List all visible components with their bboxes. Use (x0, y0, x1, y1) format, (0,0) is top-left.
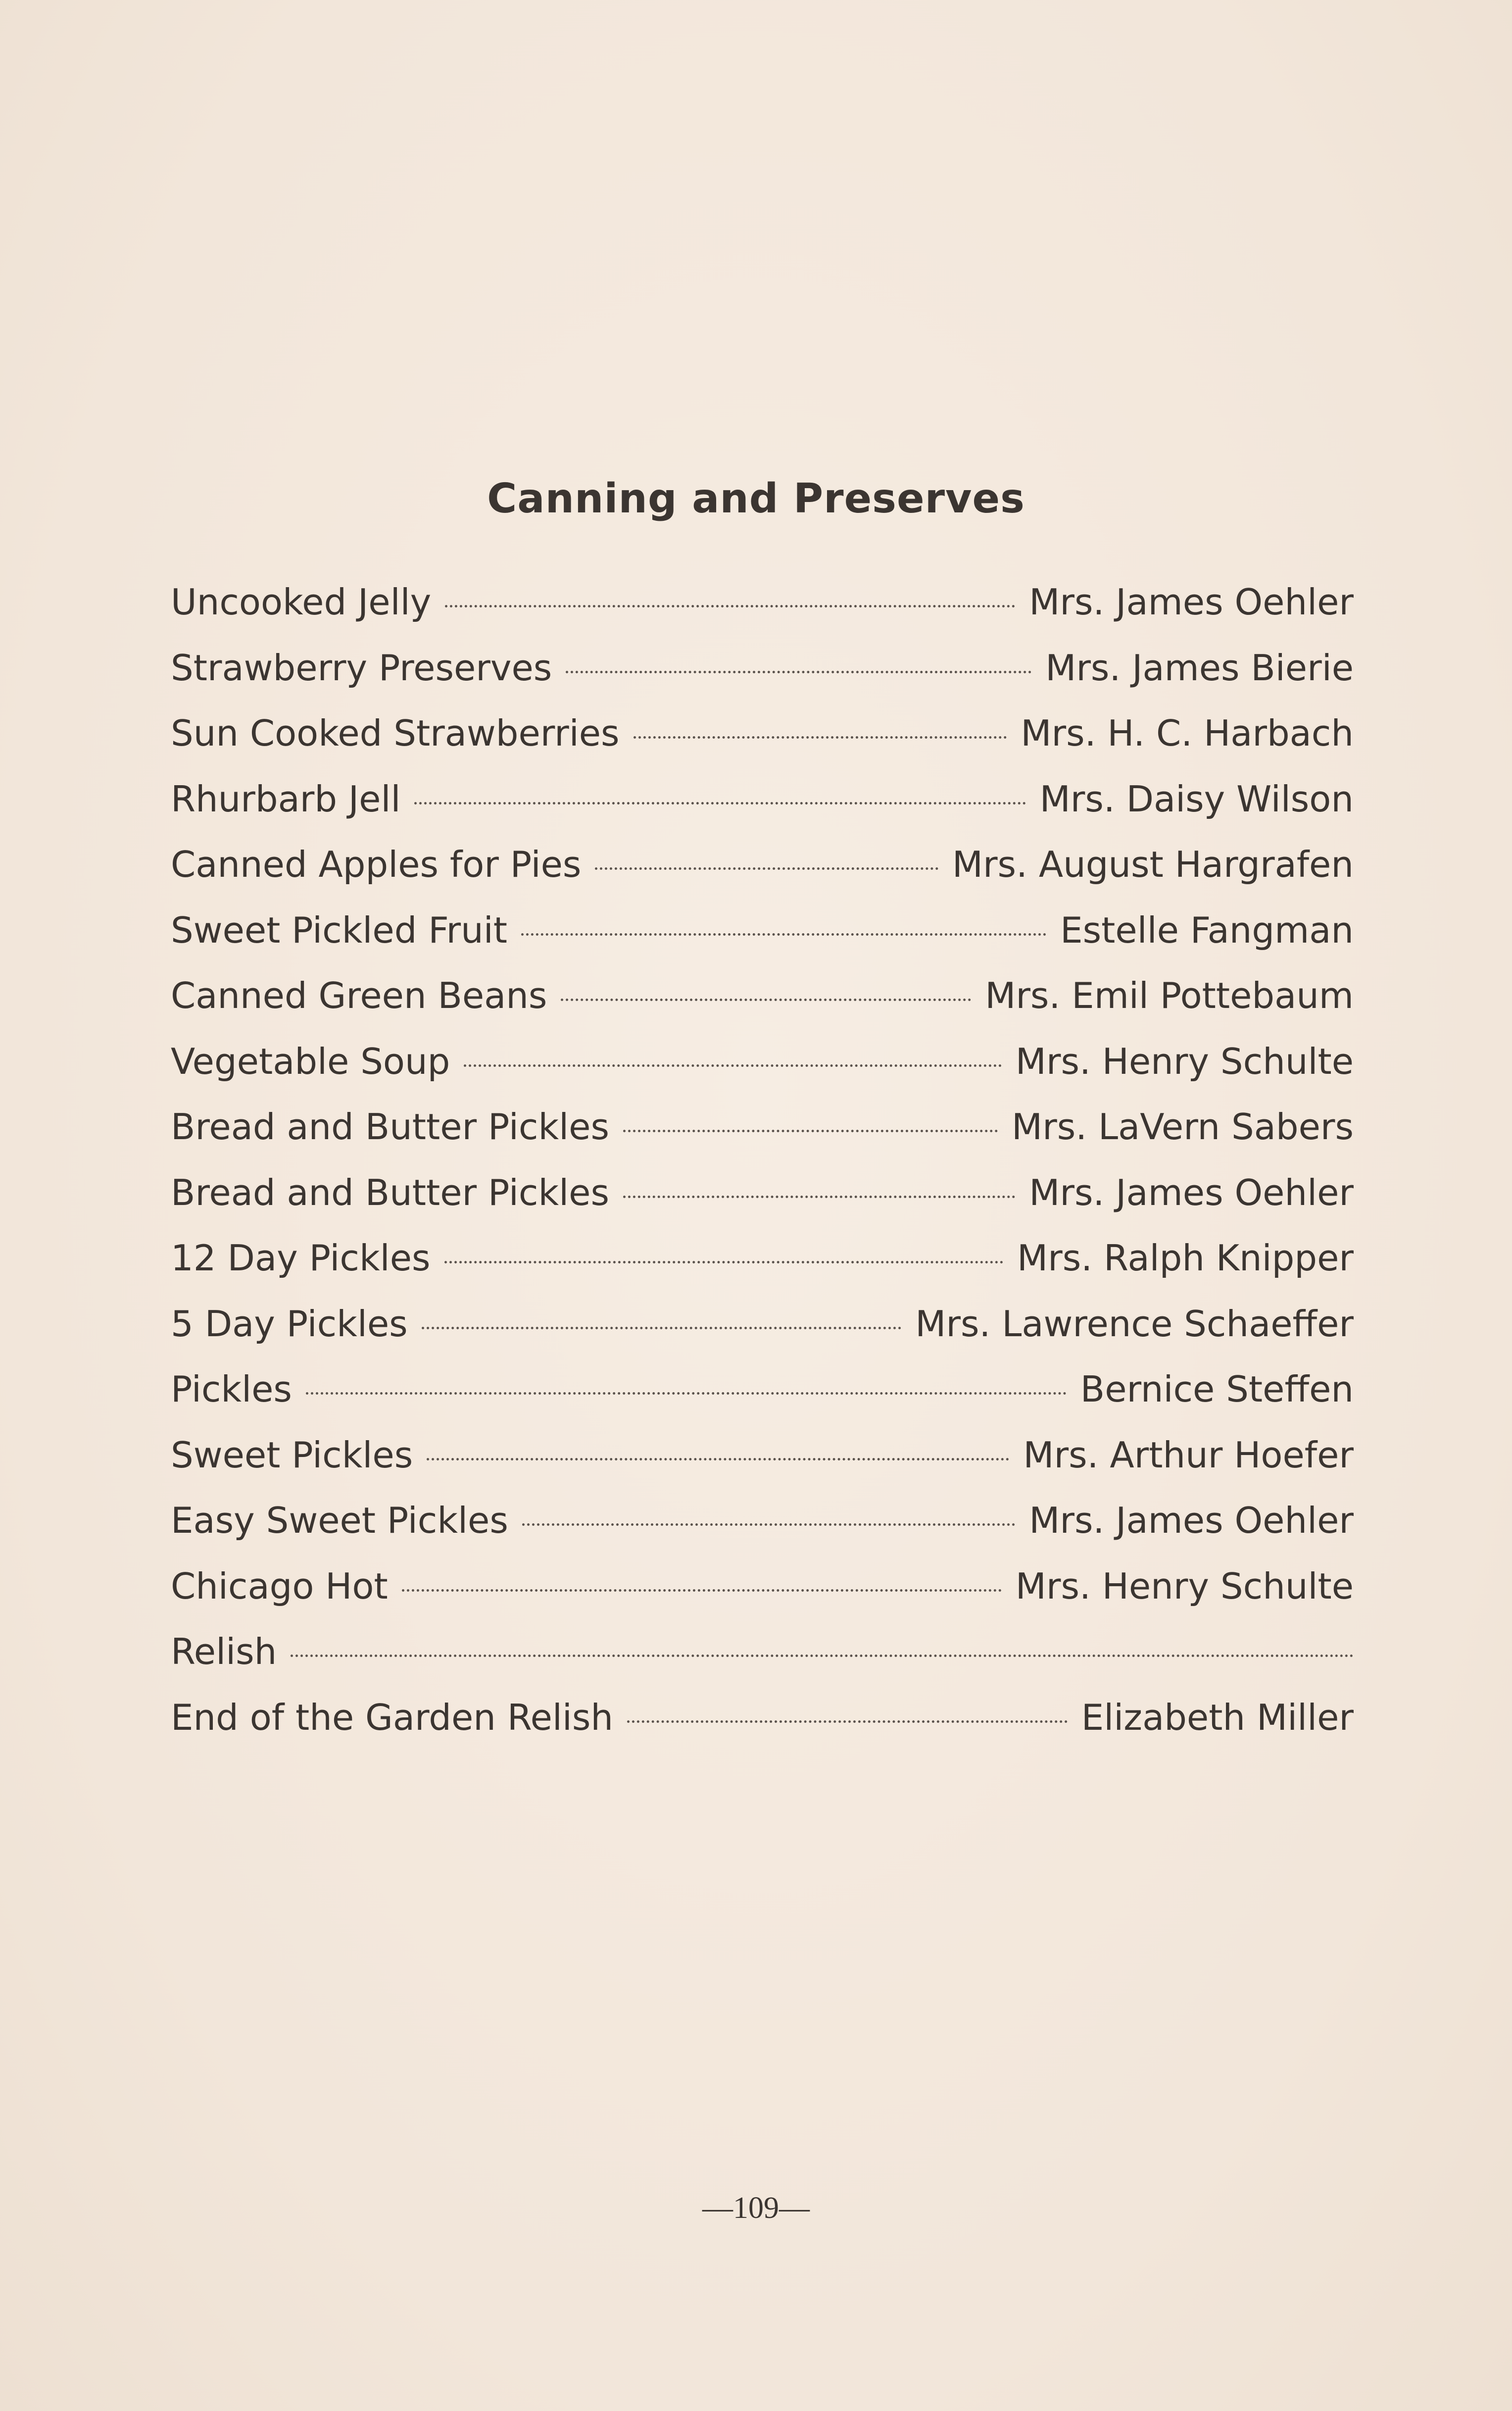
contributor-name: Mrs. Henry Schulte (1015, 1565, 1354, 1607)
index-entry (171, 898, 1354, 963)
recipe-name: Sweet Pickled Fruit (171, 909, 507, 951)
dot-leader (623, 1130, 998, 1132)
contributor-name: Mrs. Lawrence Schaeffer (915, 1303, 1354, 1345)
index-entry (171, 1291, 1354, 1357)
contributor-name: Bernice Steffen (1080, 1368, 1354, 1410)
index-entry (171, 963, 1354, 1029)
contributor-name: Mrs. LaVern Sabers (1012, 1106, 1354, 1148)
dot-leader (306, 1392, 1067, 1395)
page-title: Canning and Preserves (487, 475, 1025, 522)
contributor-name: Mrs. James Oehler (1029, 581, 1354, 623)
dot-leader (444, 1261, 1004, 1263)
dot-leader (464, 1064, 1001, 1067)
contributor-name: Mrs. James Bierie (1045, 647, 1354, 689)
recipe-name: Pickles (171, 1368, 292, 1410)
index-entry (171, 1094, 1354, 1160)
index-entry (171, 1685, 1354, 1751)
recipe-name: Vegetable Soup (171, 1040, 450, 1082)
recipe-name: Canned Apples for Pies (171, 844, 582, 885)
dot-leader (627, 1720, 1068, 1723)
contributor-name: Mrs. Daisy Wilson (1039, 778, 1354, 820)
recipe-name: Uncooked Jelly (171, 581, 432, 623)
recipe-name: Bread and Butter Pickles (171, 1106, 609, 1148)
recipe-name: Rhurbarb Jell (171, 778, 401, 820)
contributor-name: Mrs. Emil Pottebaum (985, 975, 1354, 1016)
recipe-index (171, 569, 1354, 1750)
recipe-name: Chicago Hot (171, 1565, 388, 1607)
index-entry (171, 1356, 1354, 1422)
index-entry (171, 635, 1354, 701)
dot-leader (291, 1655, 1354, 1657)
index-entry (171, 1160, 1354, 1226)
dot-leader (521, 933, 1046, 936)
dot-leader (561, 999, 971, 1001)
recipe-name: Bread and Butter Pickles (171, 1171, 609, 1213)
dot-leader (522, 1523, 1015, 1526)
index-entry (171, 1488, 1354, 1554)
index-entry (171, 1422, 1354, 1488)
recipe-name: Easy Sweet Pickles (171, 1500, 508, 1541)
contributor-name: Elizabeth Miller (1081, 1696, 1354, 1738)
index-entry (171, 1225, 1354, 1291)
contributor-name: Mrs. Ralph Knipper (1017, 1237, 1354, 1279)
recipe-name: 5 Day Pickles (171, 1303, 408, 1345)
recipe-name: Canned Green Beans (171, 975, 547, 1016)
contributor-name: Mrs. August Hargrafen (952, 844, 1354, 885)
index-entry (171, 569, 1354, 635)
dot-leader (414, 802, 1025, 804)
recipe-name: Sweet Pickles (171, 1434, 413, 1476)
contributor-name: Mrs. Arthur Hoefer (1023, 1434, 1354, 1476)
contributor-name: Mrs. James Oehler (1029, 1500, 1354, 1541)
contributor-name: Mrs. H. C. Harbach (1021, 712, 1354, 754)
dot-leader (402, 1589, 1002, 1592)
contributor-name: Mrs. Henry Schulte (1015, 1040, 1354, 1082)
contributor-name: Estelle Fangman (1060, 909, 1354, 951)
dot-leader (427, 1458, 1009, 1460)
recipe-name: Sun Cooked Strawberries (171, 712, 620, 754)
index-entry (171, 766, 1354, 832)
index-entry (171, 1029, 1354, 1095)
index-entry (171, 701, 1354, 766)
dot-leader (623, 1196, 1015, 1198)
recipe-name: End of the Garden Relish (171, 1696, 614, 1738)
contributor-name: Mrs. James Oehler (1029, 1171, 1354, 1213)
index-entry (171, 1619, 1354, 1685)
recipe-name: Relish (171, 1631, 277, 1672)
index-entry (171, 832, 1354, 898)
dot-leader (595, 867, 938, 870)
page-number: —109— (702, 2191, 810, 2225)
recipe-name: 12 Day Pickles (171, 1237, 431, 1279)
recipe-name: Strawberry Preserves (171, 647, 552, 689)
dot-leader (445, 605, 1015, 607)
dot-leader (422, 1327, 902, 1329)
dot-leader (634, 736, 1007, 739)
dot-leader (566, 671, 1031, 673)
index-entry (171, 1554, 1354, 1619)
show-through-text (327, 198, 1218, 295)
